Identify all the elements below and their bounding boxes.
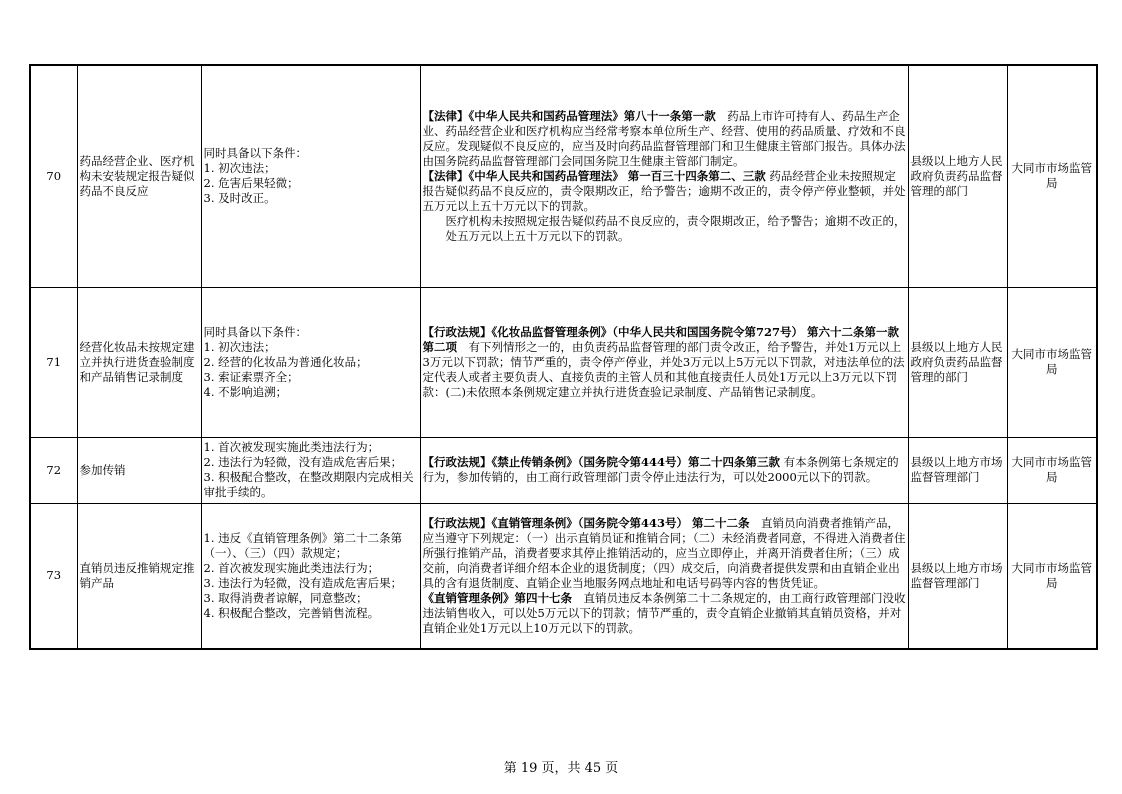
authority-text: 县级以上地方人民政府负责药品监督管理的部门 — [908, 65, 1007, 287]
condition-line: 2. 首次被发现实施此类违法行为； — [203, 560, 380, 575]
legal-basis-cell — [420, 503, 908, 649]
condition-line: 2. 经营的化妆品为普通化妆品； — [203, 354, 368, 369]
legal-basis-heading: 【法律】《中华人民共和国药品管理法》第八十一条第一款 — [422, 108, 716, 123]
legal-basis-text: 有本条例第七条规定的行为，参加传销的，由工商行政管理部门责令停止违法行为，可以处2000元以下的罚款。 — [422, 455, 899, 484]
legal-basis-heading: 【行政法规】《直销管理条例》（国务院令第443号） 第二十二条 — [422, 515, 750, 530]
conditions-cell — [201, 65, 420, 287]
authority-text: 县级以上地方人民政府负责药品监督管理的部门 — [908, 287, 1007, 437]
row-number: 70 — [30, 65, 77, 287]
table-row — [30, 287, 1097, 437]
condition-line: 1. 初次违法； — [203, 339, 276, 354]
conditions-cell — [201, 437, 420, 503]
legal-basis-heading: 【法律】《中华人民共和国药品管理法》 第一百三十四条第二、三款 — [422, 168, 766, 183]
legal-basis-paragraph — [423, 455, 906, 485]
condition-line: 3. 取得消费者谅解，同意整改； — [203, 590, 368, 605]
condition-line: 同时具备以下条件： — [203, 146, 307, 161]
table-row — [30, 503, 1097, 649]
row-number: 71 — [30, 287, 77, 437]
enforcer-text: 大同市市场监管局 — [1007, 65, 1097, 287]
legal-basis-cell — [420, 437, 908, 503]
enforcer-text: 大同市市场监管局 — [1007, 503, 1097, 649]
condition-line: 3. 及时改正。 — [203, 191, 276, 206]
legal-basis-text: 直销员向消费者推销产品，应当遵守下列规定：（一）出示直销员证和推销合同；（二）未经消费者同意，不得进入消费者住所强行推销产品，消费者要求其停止推销活动的，应当立即停止，并离开消费者住所；（三）成交前，向消费者详细介绍本企业的退货制度；（四）成交后，向消费者提供发票和由直销企业出具的含有退货制度、直销企业当地服务网点地址和电话号码等内容的售货凭证。 — [422, 515, 906, 590]
row-number: 72 — [30, 437, 77, 503]
condition-line: 2. 违法行为轻微，没有造成危害后果； — [203, 455, 403, 469]
authority-text: 县级以上地方市场监督管理部门 — [908, 437, 1007, 503]
row-number: 73 — [30, 503, 77, 649]
condition-line: 1. 违反《直销管理条例》第二十二条第（一）、（三）（四）款规定； — [203, 530, 403, 560]
violation-text: 经营化妆品未按规定建立并执行进货查验制度和产品销售记录制度 — [77, 287, 201, 437]
legal-basis-text: 有下列情形之一的，由负责药品监督管理的部门责令改正，给予警告，并处1万元以上3万元以下罚款；情节严重的，责令停产停业，并处3万元以上5万元以下罚款，对违法单位的法定代表人或者主要负责人、直接负责的主管人员和其他直接责任人员处1万元以上3万元以下罚款：(二)未依照本条例规定建立并执行进货查验记录制度、产品销售记录制度。 — [422, 339, 905, 399]
condition-line: 3. 积极配合整改，在整改期限内完成相关审批手续的。 — [203, 470, 414, 499]
legal-basis-heading: 《直销管理条例》第四十七条 — [422, 590, 572, 605]
enforcer-text: 大同市市场监管局 — [1007, 287, 1097, 437]
legal-basis-paragraph — [423, 169, 906, 214]
legal-basis-cell — [420, 65, 908, 287]
legal-basis-heading: 【行政法规】《禁止传销条例》（国务院令第444号）第二十四条第三款 — [422, 455, 781, 469]
violation-text: 参加传销 — [77, 437, 201, 503]
legal-basis-text: 药品经营企业未按照规定报告疑似药品不良反应的，责令限期改正，给予警告；逾期不改正的，责令停产停业整顿，并处五万元以上五十万元以下的罚款。 — [422, 168, 906, 213]
violation-text: 药品经营企业、医疗机构未安装规定报告疑似药品不良反应 — [77, 65, 201, 287]
authority-text: 县级以上地方市场监督管理部门 — [908, 503, 1007, 649]
enforcer-text: 大同市市场监管局 — [1007, 437, 1097, 503]
legal-basis-paragraph — [423, 109, 906, 169]
page-footer: 第 19 页，共 45 页 — [503, 761, 619, 776]
condition-line: 3. 违法行为轻微，没有造成危害后果； — [203, 575, 403, 590]
legal-basis-text: 药品上市许可持有人、药品生产企业、药品经营企业和医疗机构应当经常考察本单位所生产、经营、使用的药品质量、疗效和不良反应。发现疑似不良反应的，应当及时向药品监督管理部门和卫生健康主管部门报告。具体办法由国务院药品监督管理部门会同国务院卫生健康主管部门制定。 — [422, 108, 906, 168]
conditions-cell — [201, 503, 420, 649]
regulation-table — [29, 64, 1098, 650]
legal-basis-paragraph — [423, 214, 906, 244]
legal-basis-text: 直销员违反本条例第二十二条规定的，由工商行政管理部门没收违法销售收入，可以处5万元以下的罚款；情节严重的，责令直销企业撤销其直销员资格，并对直销企业处1万元以上10万元以下的罚款。 — [422, 590, 906, 635]
condition-line: 2. 危害后果轻微； — [203, 176, 299, 191]
table-row — [30, 437, 1097, 503]
condition-line: 同时具备以下条件： — [203, 324, 307, 339]
legal-basis-cell — [420, 287, 908, 437]
condition-line: 3. 索证索票齐全； — [203, 369, 299, 384]
legal-basis-paragraph — [423, 325, 906, 400]
legal-basis-text: 医疗机构未按照规定报告疑似药品不良反应的，责令限期改正，给予警告；逾期不改正的，处五万元以上五十万元以下的罚款。 — [445, 213, 906, 243]
legal-basis-paragraph — [423, 591, 906, 636]
legal-basis-heading: 【行政法规】《化妆品监督管理条例》（中华人民共和国国务院令第727号） 第六十二条第一款第二项 — [422, 324, 900, 354]
condition-line: 1. 首次被发现实施此类违法行为； — [203, 440, 380, 454]
condition-line: 1. 初次违法； — [203, 161, 276, 176]
conditions-cell — [201, 287, 420, 437]
violation-text: 直销员违反推销规定推销产品 — [77, 503, 201, 649]
condition-line: 4. 积极配合整改，完善销售流程。 — [203, 605, 380, 620]
condition-line: 4. 不影响追溯； — [203, 384, 288, 399]
table-row — [30, 65, 1097, 287]
legal-basis-paragraph — [423, 516, 906, 591]
